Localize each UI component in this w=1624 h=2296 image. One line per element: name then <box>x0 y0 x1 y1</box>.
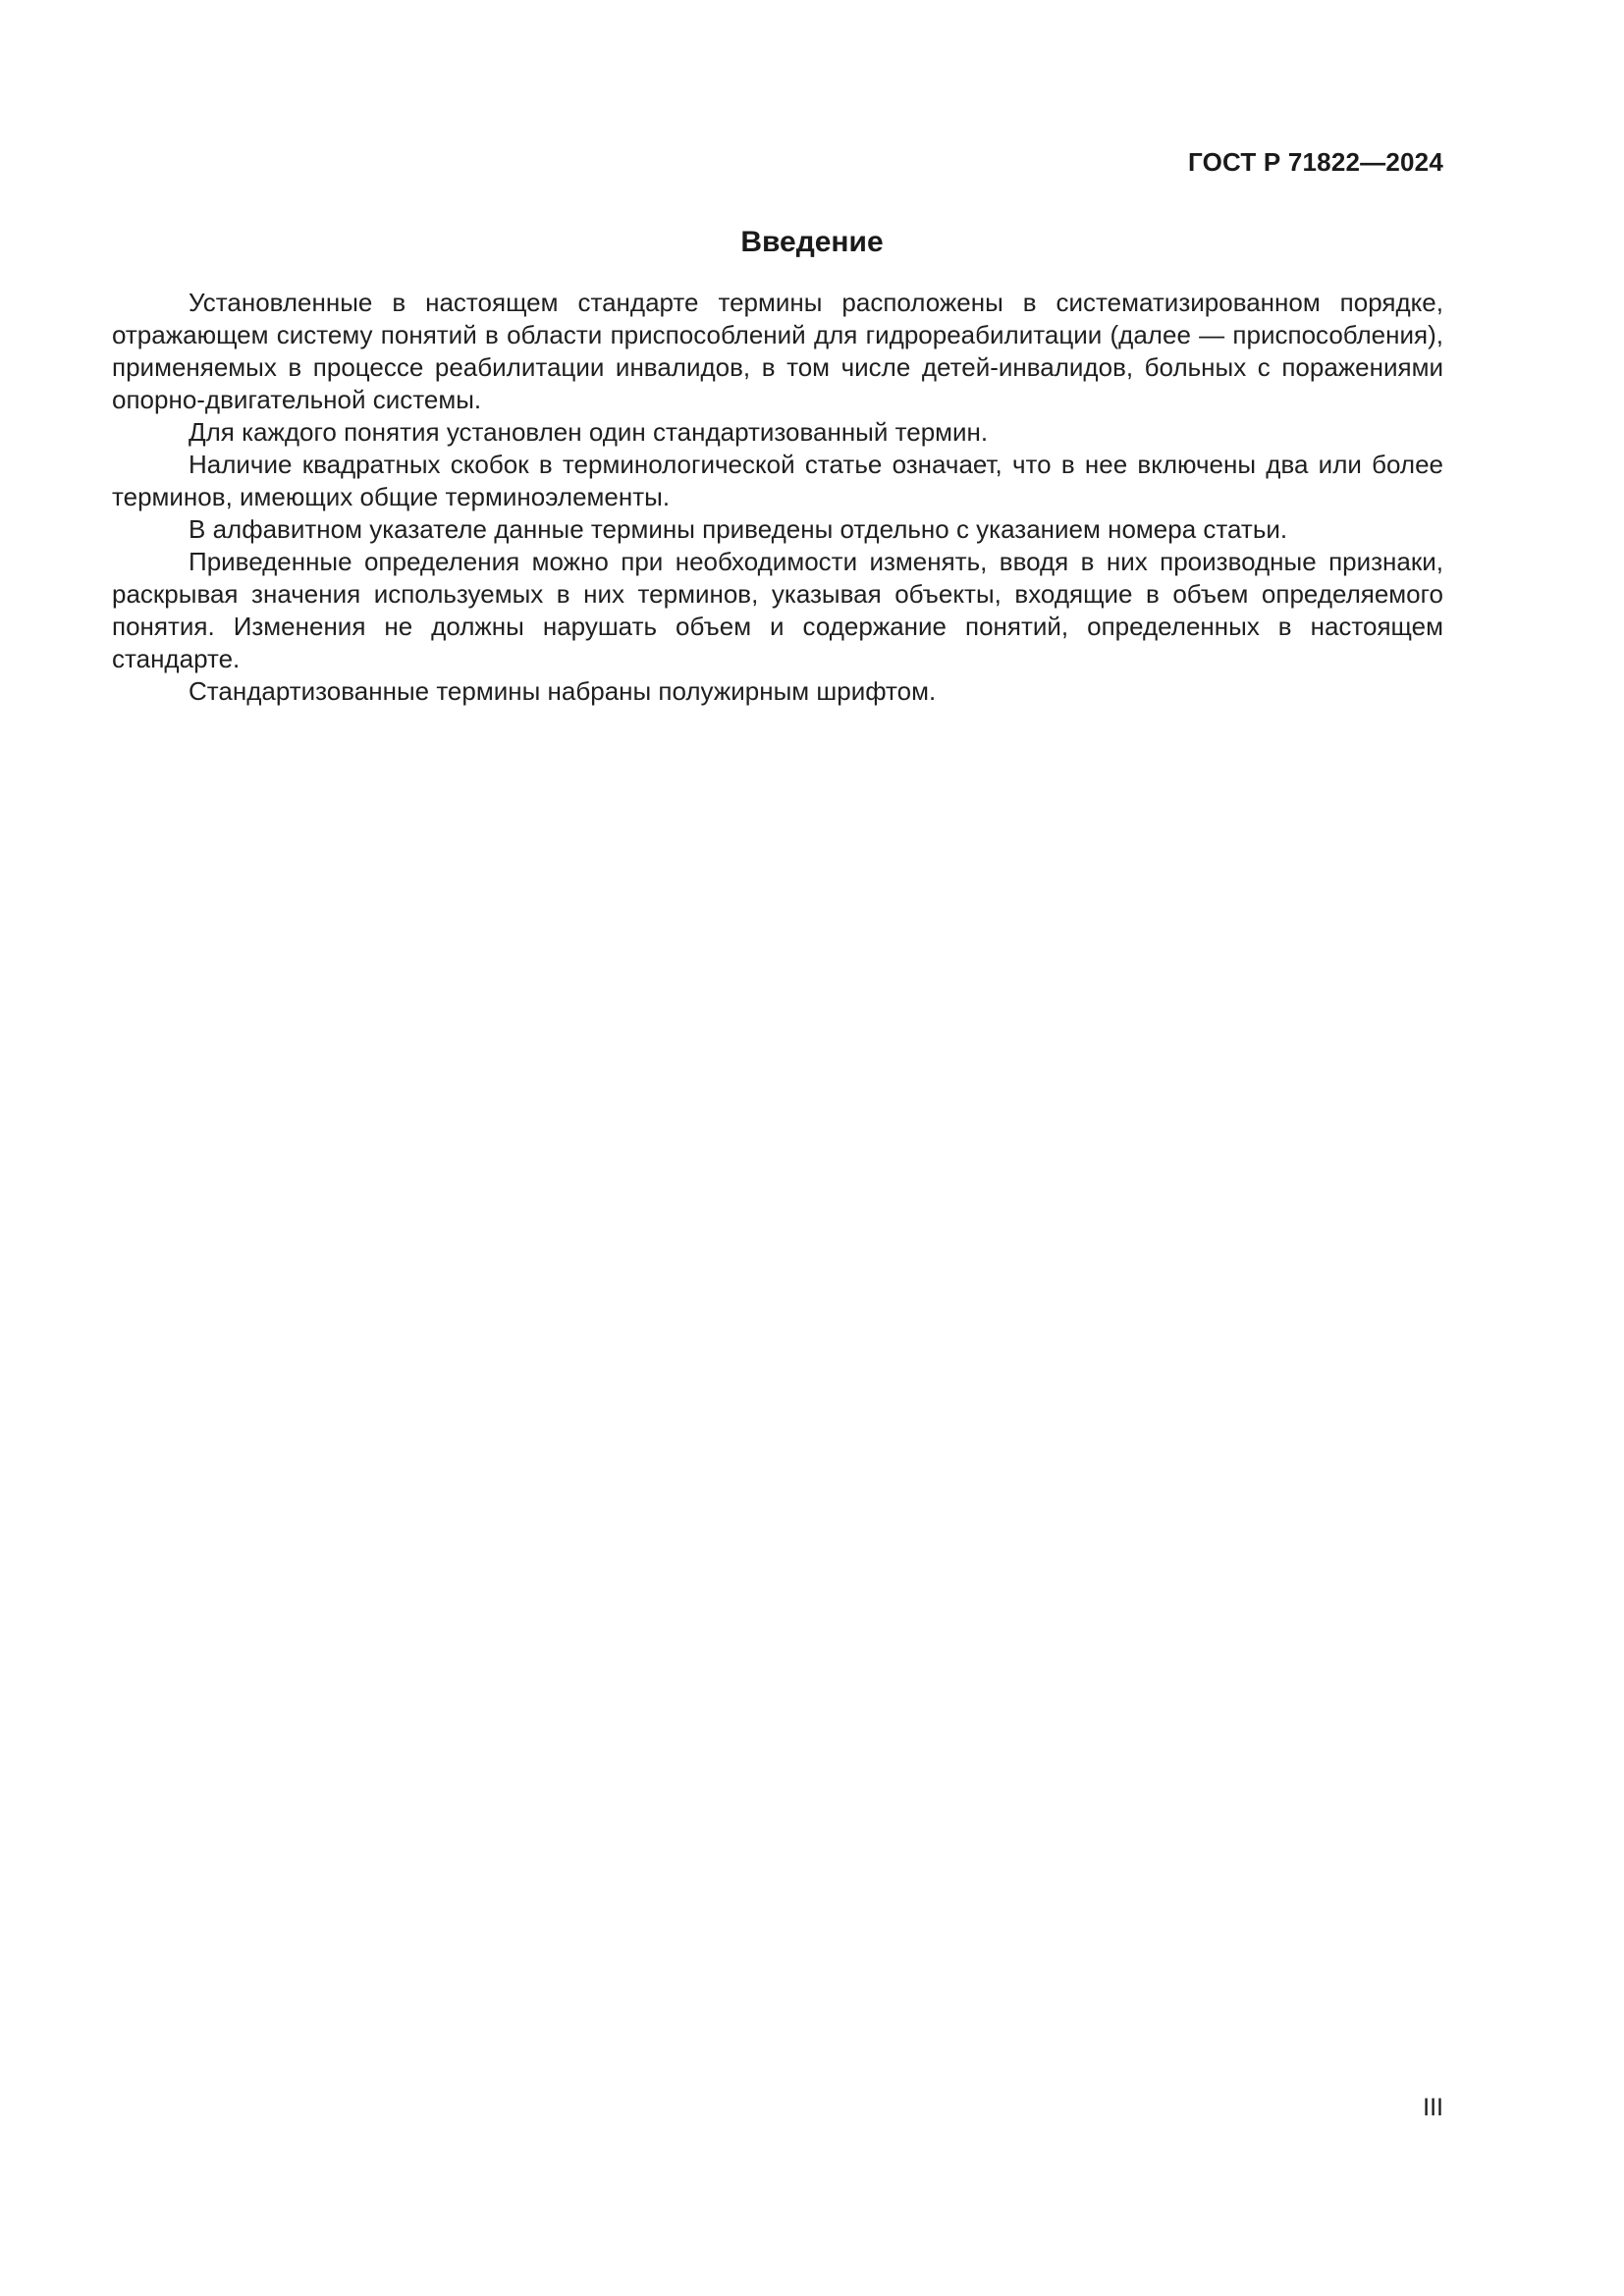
section-title: Введение <box>740 226 884 258</box>
paragraph: Приведенные определения можно при необходимости изменять, вводя в них производные признаки, раскрывая значения используемых в них терминов, указывая объекты, входящие в объем определяемого понятия. Изменения не должны нарушать объем и содержание понятий, определенных в настоящем стандарте. <box>112 547 1443 673</box>
paragraph: Установленные в настоящем стандарте термины расположены в систематизированном порядке, отражающем систему понятий в области приспособлений для гидрореабилитации (далее — приспособления), применяемых в процессе реабилитации инвалидов, в том числе детей-инвалидов, больных с поражениями опорно-двигательной системы. <box>112 288 1443 414</box>
paragraph: Для каждого понятия установлен один стандартизованный термин. <box>189 417 989 447</box>
body-text <box>112 287 1443 708</box>
paragraph: Стандартизованные термины набраны полужирным шрифтом. <box>189 676 937 706</box>
document-code: ГОСТ Р 71822—2024 <box>1188 147 1443 177</box>
paragraph: В алфавитном указателе данные термины приведены отдельно с указанием номера статьи. <box>189 514 1288 544</box>
paragraph: Наличие квадратных скобок в терминологической статье означает, что в нее включены два или более терминов, имеющих общие терминоэлементы. <box>112 450 1443 511</box>
page-number: III <box>1423 2094 1443 2121</box>
